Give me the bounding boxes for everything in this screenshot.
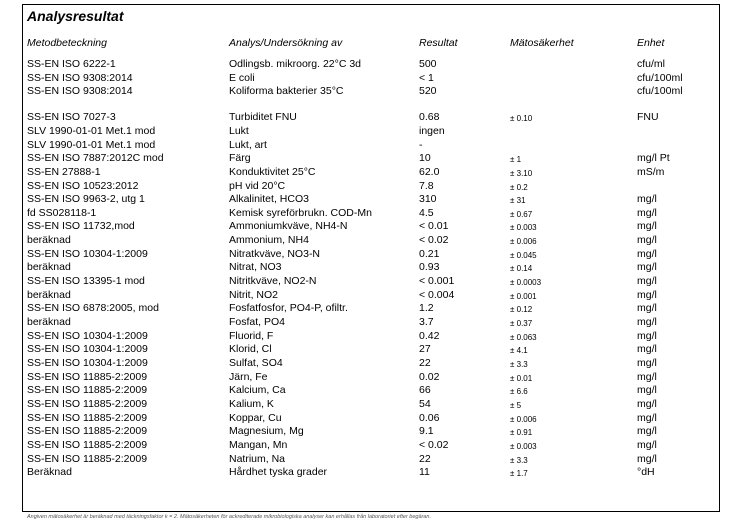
- row-unit: mg/l: [637, 302, 657, 315]
- row-result: 22: [419, 356, 431, 369]
- row-uncertainty: ± 0.063: [510, 332, 537, 342]
- row-unit: °dH: [637, 466, 655, 479]
- row-unit: mg/l: [637, 288, 657, 301]
- row-analysis: Koppar, Cu: [229, 411, 282, 424]
- row-analysis: Odlingsb. mikroorg. 22°C 3d: [229, 58, 362, 70]
- header-result: Resultat: [419, 37, 458, 49]
- row-analysis: Järn, Fe: [229, 370, 268, 383]
- table-row: [0, 343, 740, 356]
- row-unit: mS/m: [637, 165, 665, 178]
- row-unit: mg/l: [637, 206, 657, 219]
- footnote: Angiven mätosäkerhet är beräknad med täckningsfaktor k = 2. Mätosäkerheten för ackrediterade mikrobiologiska analyser kan erhållas från laboratoriet efter begäran.: [27, 514, 432, 520]
- table-row: [0, 330, 740, 343]
- table-row: [0, 439, 740, 452]
- row-result: < 0.004: [419, 288, 455, 301]
- row-analysis: Hårdhet tyska grader: [229, 466, 328, 479]
- row-uncertainty: ± 0.14: [510, 264, 533, 274]
- row-analysis: Lukt: [229, 124, 249, 137]
- row-uncertainty: ± 3.3: [510, 359, 528, 369]
- row-unit: mg/l: [637, 316, 657, 328]
- row-result: 1.2: [419, 302, 434, 315]
- row-method: SLV 1990-01-01 Met.1 mod: [27, 138, 156, 151]
- row-result: < 1: [419, 71, 434, 84]
- table-row: [0, 384, 740, 397]
- row-result: 0.93: [419, 261, 440, 274]
- row-unit: mg/l: [637, 370, 657, 383]
- row-uncertainty: ± 0.0003: [510, 278, 542, 287]
- row-analysis: Natrium, Na: [229, 452, 286, 465]
- table-row: [0, 316, 740, 329]
- row-method: SS-EN ISO 11885-2:2009: [27, 438, 148, 451]
- row-uncertainty: ± 0.12: [510, 305, 533, 315]
- row-uncertainty: ± 0.91: [510, 428, 533, 438]
- table-row: [0, 425, 740, 438]
- table-row: [0, 220, 740, 233]
- row-result: 22: [419, 452, 431, 465]
- row-analysis: Kalium, K: [229, 397, 274, 410]
- row-unit: mg/l: [637, 356, 657, 369]
- row-analysis: Nitrit, NO2: [229, 288, 279, 301]
- row-uncertainty: ± 1: [510, 155, 522, 165]
- header-method: Metodbeteckning: [27, 37, 107, 49]
- row-method: SS-EN ISO 13395-1 mod: [27, 275, 145, 287]
- row-method: SS-EN ISO 7887:2012C mod: [27, 152, 164, 165]
- table-row: [0, 125, 740, 138]
- row-method: SS-EN ISO 9963-2, utg 1: [27, 193, 145, 206]
- table-row: [0, 302, 740, 315]
- row-unit: mg/l: [637, 329, 657, 342]
- row-uncertainty: ± 0.10: [510, 114, 533, 124]
- row-uncertainty: ± 1.7: [510, 469, 528, 479]
- table-row: [0, 166, 740, 179]
- row-uncertainty: ± 3.10: [510, 168, 533, 178]
- table-row: [0, 466, 740, 479]
- table-row: [0, 261, 740, 274]
- row-unit: cfu/100ml: [637, 85, 683, 98]
- row-result: 0.06: [419, 411, 440, 424]
- row-unit: mg/l: [637, 193, 657, 206]
- table-row: [0, 193, 740, 206]
- table-row: [0, 180, 740, 193]
- row-uncertainty: ± 0.045: [510, 250, 537, 260]
- row-unit: mg/l: [637, 343, 657, 356]
- row-method: SS-EN ISO 10304-1:2009: [27, 329, 148, 342]
- row-unit: FNU: [637, 111, 659, 124]
- row-analysis: Nitritkväve, NO2-N: [229, 275, 317, 287]
- row-result: < 0.02: [419, 234, 449, 247]
- row-analysis: Fosfat, PO4: [229, 316, 286, 328]
- row-result: 0.21: [419, 247, 440, 260]
- row-result: 3.7: [419, 316, 434, 328]
- row-result: 310: [419, 193, 437, 206]
- row-uncertainty: ± 0.003: [510, 223, 537, 233]
- row-analysis: E coli: [229, 71, 255, 84]
- table-row: [0, 275, 740, 288]
- row-unit: mg/l: [637, 397, 657, 410]
- row-method: SS-EN ISO 11885-2:2009: [27, 411, 148, 424]
- page-title: Analysresultat: [27, 8, 124, 24]
- table-row: [0, 398, 740, 411]
- table-row: [0, 248, 740, 261]
- row-analysis: Ammoniumkväve, NH4-N: [229, 220, 348, 233]
- row-method: SS-EN ISO 11732,mod: [27, 220, 135, 233]
- row-method: beräknad: [27, 234, 71, 247]
- row-method: SLV 1990-01-01 Met.1 mod: [27, 124, 156, 137]
- row-result: 9.1: [419, 425, 434, 438]
- row-unit: mg/l: [637, 247, 657, 260]
- table-row: [0, 357, 740, 370]
- row-result: 0.68: [419, 111, 440, 124]
- row-result: 27: [419, 343, 431, 356]
- table-row: [0, 371, 740, 384]
- table-row: [0, 412, 740, 425]
- row-method: SS-EN ISO 9308:2014: [27, 85, 133, 98]
- row-method: SS-EN ISO 6878:2005, mod: [27, 302, 159, 315]
- row-unit: mg/l Pt: [637, 152, 670, 165]
- row-uncertainty: ± 0.37: [510, 319, 533, 328]
- header-unit: Enhet: [637, 37, 665, 49]
- row-method: SS-EN ISO 10304-1:2009: [27, 343, 148, 356]
- row-uncertainty: ± 0.006: [510, 237, 537, 247]
- row-result: -: [419, 138, 423, 151]
- row-analysis: Klorid, Cl: [229, 343, 272, 356]
- row-method: SS-EN ISO 7027-3: [27, 111, 116, 124]
- row-result: 520: [419, 85, 437, 98]
- row-unit: mg/l: [637, 425, 657, 438]
- row-result: 66: [419, 384, 431, 397]
- row-unit: cfu/100ml: [637, 71, 683, 84]
- row-uncertainty: ± 0.01: [510, 373, 533, 383]
- row-method: SS-EN ISO 9308:2014: [27, 71, 133, 84]
- row-method: SS-EN ISO 11885-2:2009: [27, 425, 148, 438]
- row-uncertainty: ± 0.2: [510, 182, 528, 192]
- row-method: SS-EN ISO 11885-2:2009: [27, 452, 148, 465]
- row-uncertainty: ± 0.67: [510, 209, 533, 219]
- row-result: < 0.01: [419, 220, 449, 233]
- row-unit: mg/l: [637, 452, 657, 465]
- row-result: 500: [419, 58, 437, 70]
- row-unit: mg/l: [637, 438, 657, 451]
- row-method: beräknad: [27, 316, 71, 328]
- row-analysis: Fosfatfosfor, PO4-P, ofiltr.: [229, 302, 348, 315]
- table-row: [0, 289, 740, 302]
- row-analysis: Koliforma bakterier 35°C: [229, 85, 344, 98]
- row-result: 62.0: [419, 165, 440, 178]
- row-method: SS-EN ISO 10523:2012: [27, 179, 139, 192]
- row-result: 4.5: [419, 206, 434, 219]
- row-analysis: Nitrat, NO3: [229, 261, 282, 274]
- row-uncertainty: ± 31: [510, 196, 526, 206]
- row-result: ingen: [419, 124, 445, 137]
- table-row: [0, 111, 740, 124]
- row-unit: mg/l: [637, 220, 657, 233]
- row-unit: mg/l: [637, 234, 657, 247]
- row-method: SS-EN ISO 11885-2:2009: [27, 370, 148, 383]
- table-row: [0, 207, 740, 220]
- row-method: SS-EN ISO 11885-2:2009: [27, 397, 148, 410]
- row-result: < 0.001: [419, 275, 455, 287]
- row-uncertainty: ± 3.3: [510, 455, 528, 465]
- row-analysis: Ammonium, NH4: [229, 234, 309, 247]
- row-unit: mg/l: [637, 261, 657, 274]
- row-analysis: Turbiditet FNU: [229, 111, 297, 124]
- row-analysis: Sulfat, SO4: [229, 356, 283, 369]
- row-result: 0.02: [419, 370, 440, 383]
- row-unit: mg/l: [637, 275, 657, 287]
- row-method: SS-EN 27888-1: [27, 165, 101, 178]
- row-result: 10: [419, 152, 431, 165]
- row-uncertainty: ± 0.003: [510, 441, 537, 451]
- row-analysis: Fluorid, F: [229, 329, 274, 342]
- row-analysis: Kalcium, Ca: [229, 384, 286, 397]
- table-row: [0, 72, 740, 85]
- row-method: SS-EN ISO 11885-2:2009: [27, 384, 148, 397]
- row-result: 7.8: [419, 179, 434, 192]
- row-uncertainty: ± 0.006: [510, 414, 537, 424]
- row-analysis: Magnesium, Mg: [229, 425, 304, 438]
- row-method: Beräknad: [27, 466, 72, 479]
- row-analysis: Lukt, art: [229, 138, 267, 151]
- row-analysis: Alkalinitet, HCO3: [229, 193, 309, 206]
- row-uncertainty: ± 5: [510, 400, 522, 410]
- header-analysis: Analys/Undersökning av: [229, 37, 343, 49]
- row-analysis: Kemisk syreförbrukn. COD-Mn: [229, 206, 372, 219]
- row-uncertainty: ± 6.6: [510, 387, 528, 397]
- row-analysis: pH vid 20°C: [229, 179, 286, 192]
- table-row: [0, 234, 740, 247]
- table-row: [0, 453, 740, 466]
- row-unit: mg/l: [637, 384, 657, 397]
- table-row: [0, 139, 740, 152]
- row-method: SS-EN ISO 6222-1: [27, 58, 116, 70]
- row-method: SS-EN ISO 10304-1:2009: [27, 356, 148, 369]
- row-uncertainty: ± 0.001: [510, 291, 537, 301]
- header-uncertainty: Mätosäkerhet: [510, 37, 574, 49]
- row-method: beräknad: [27, 288, 71, 301]
- row-analysis: Färg: [229, 152, 251, 165]
- row-unit: mg/l: [637, 411, 657, 424]
- row-method: fd SS028118-1: [27, 206, 97, 219]
- row-result: 11: [419, 466, 430, 479]
- row-result: 0.42: [419, 329, 440, 342]
- row-result: 54: [419, 397, 431, 410]
- row-analysis: Nitratkväve, NO3-N: [229, 247, 321, 260]
- row-method: SS-EN ISO 10304-1:2009: [27, 247, 148, 260]
- row-analysis: Mangan, Mn: [229, 438, 288, 451]
- table-row: [0, 152, 740, 165]
- row-analysis: Konduktivitet 25°C: [229, 165, 316, 178]
- table-row: [0, 85, 740, 98]
- row-unit: cfu/ml: [637, 58, 666, 70]
- row-uncertainty: ± 4.1: [510, 346, 528, 356]
- row-method: beräknad: [27, 261, 71, 274]
- row-result: < 0.02: [419, 438, 449, 451]
- table-row: [0, 58, 740, 71]
